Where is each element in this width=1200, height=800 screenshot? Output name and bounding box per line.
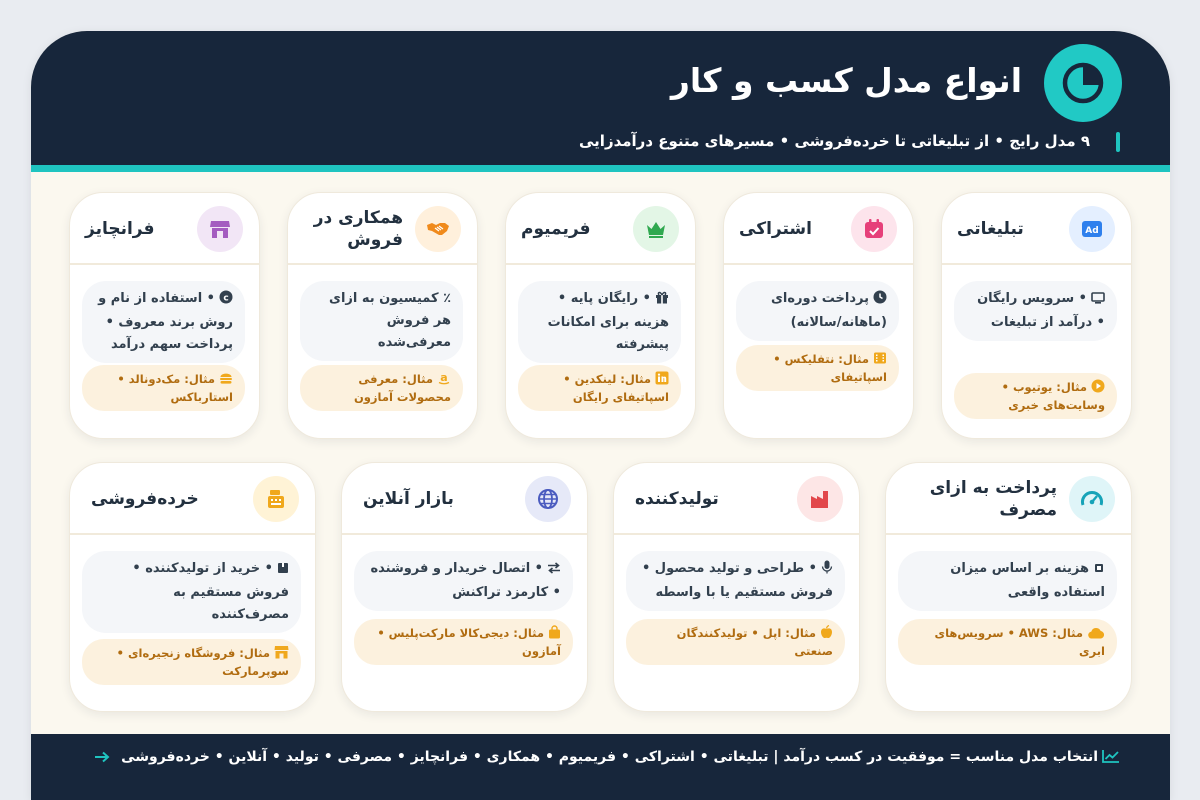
page-title: انواع مدل کسب و کار <box>670 61 1022 100</box>
card-freemium <box>505 192 696 439</box>
card-title: پرداخت به ازای مصرف <box>929 478 1057 520</box>
footer-text: انتخاب مدل مناسب = موفقیت در کسب درآمد | تبلیغاتی • اشتراکی • فریمیوم • همکاری • فرانچایز • مصرفی • تولید • آنلاین • خرده‌فروشی <box>121 749 1098 765</box>
card-example <box>736 345 899 391</box>
card-title: همکاری در فروش <box>313 208 403 250</box>
footer <box>31 734 1170 800</box>
card-title: فریمیوم <box>521 219 591 239</box>
ad-icon <box>1069 206 1115 252</box>
card-example-text: مثال: اپل • تولیدکنندگان صنعتی <box>676 626 833 658</box>
card-title: تبلیغاتی <box>957 219 1024 239</box>
card-example-text: مثال: AWS • سرویس‌های ابری <box>934 626 1105 658</box>
card-title: اشتراکی <box>739 219 812 239</box>
handshake-icon <box>415 206 461 252</box>
page-subtitle: ۹ مدل رایج • از تبلیغاتی تا خرده‌فروشی • مسیرهای متنوع درآمدزایی <box>579 132 1090 150</box>
card-description-text: هزینه بر اساس میزان استفاده واقعی <box>950 561 1105 600</box>
card-example <box>300 365 463 411</box>
arrow-right-icon <box>94 748 110 770</box>
card-example <box>518 365 681 411</box>
gift-icon <box>655 290 669 312</box>
burger-icon <box>219 371 233 389</box>
card-description <box>626 551 845 611</box>
card-title: بازار آنلاین <box>363 489 454 509</box>
card-description <box>954 281 1117 341</box>
calendar-check-icon <box>851 206 897 252</box>
card-description <box>82 551 301 633</box>
card-description-text: • سرویس رایگان • درآمد از تبلیغات <box>977 291 1105 330</box>
monitor-icon <box>1091 290 1105 312</box>
cash-register-icon <box>253 476 299 522</box>
card-description-text: • خرید از تولیدکننده • فروش مستقیم به مصرف‌کننده <box>132 561 289 622</box>
card-description <box>300 281 463 361</box>
gauge-icon <box>1069 476 1115 522</box>
card-header <box>506 193 695 265</box>
card-marketplace <box>341 462 588 712</box>
card-example-text: مثال: نتفلیکس • اسپاتیفای <box>773 352 887 384</box>
chart-line-icon <box>1102 748 1120 770</box>
card-example <box>898 619 1117 665</box>
pie-chart-icon <box>1044 44 1122 122</box>
card-description <box>82 281 245 363</box>
clock-icon <box>873 290 887 312</box>
header <box>31 31 1170 165</box>
card-example-text: مثال: یوتیوب • وسایت‌های خبری <box>1001 380 1105 412</box>
card-example-text: مثال: مک‌دونالد • استارباکس <box>117 372 233 404</box>
card-ads <box>941 192 1132 439</box>
card-description-text: • طراحی و تولید محصول • فروش مستقیم یا با واسطه <box>641 561 833 600</box>
linkedin-icon <box>655 371 669 389</box>
card-example-text: مثال: لینکدین • اسپاتیفای رایگان <box>563 372 669 404</box>
card-example <box>626 619 845 665</box>
card-example-text: مثال: فروشگاه زنجیره‌ای • سوپرمارکت <box>116 646 289 678</box>
bag-icon <box>548 625 561 643</box>
svg-text:c: c <box>223 293 229 304</box>
apple-icon <box>820 625 833 643</box>
card-title: خرده‌فروشی <box>91 489 199 509</box>
card-retail <box>69 462 316 712</box>
card-example <box>82 639 301 685</box>
card-affiliate <box>287 192 478 439</box>
card-title: تولیدکننده <box>635 489 719 509</box>
footer-summary <box>60 746 1120 770</box>
svg-text:a: a <box>440 371 448 384</box>
card-example <box>354 619 573 665</box>
card-metered <box>885 462 1132 712</box>
card-header <box>70 193 259 265</box>
exchange-icon <box>547 560 561 582</box>
card-manufacturer <box>613 462 860 712</box>
mic-icon <box>821 560 833 582</box>
factory-icon <box>797 476 843 522</box>
copyright-icon <box>219 290 233 312</box>
card-header <box>724 193 913 265</box>
card-description <box>898 551 1117 611</box>
card-description-text: ٪ کمیسیون به ازای هر فروش معرفی‌شده <box>329 291 451 350</box>
card-example <box>82 365 245 411</box>
subtitle-accent-bar <box>1116 132 1120 152</box>
box-icon <box>277 560 289 582</box>
card-description <box>736 281 899 341</box>
card-header <box>288 193 477 265</box>
card-description-text: • اتصال خریدار و فروشنده • کارمزد تراکنش <box>370 561 561 600</box>
card-title: فرانچایز <box>85 219 155 239</box>
infographic-frame <box>31 31 1170 800</box>
card-description-text: پرداخت دوره‌ای (ماهانه/سالانه) <box>770 291 887 330</box>
card-example-text: مثال: معرفی محصولات آمازون <box>353 372 451 404</box>
header-accent-line <box>31 165 1170 172</box>
shop-icon <box>274 645 289 663</box>
amazon-icon <box>437 371 451 389</box>
card-example-text: مثال: دیجی‌کالا مارکت‌پلیس • آمازون <box>377 626 561 658</box>
store-icon <box>197 206 243 252</box>
card-example <box>954 373 1117 419</box>
svg-text:Ad: Ad <box>1085 226 1099 236</box>
card-franchise <box>69 192 260 439</box>
film-icon <box>873 351 887 369</box>
card-header <box>886 463 1131 535</box>
card-header <box>942 193 1131 265</box>
card-description-text: • استفاده از نام و روش برند معروف • پرداخت سهم درآمد <box>98 291 233 352</box>
card-description <box>354 551 573 611</box>
crown-icon <box>633 206 679 252</box>
chip-icon <box>1093 560 1105 582</box>
card-description <box>518 281 681 363</box>
cloud-icon <box>1087 627 1105 643</box>
globe-icon <box>525 476 571 522</box>
card-description-text: • رایگان پایه • هزینه برای امکانات پیشرفته <box>547 291 669 352</box>
card-header <box>342 463 587 535</box>
card-header <box>614 463 859 535</box>
card-subscription <box>723 192 914 439</box>
card-header <box>70 463 315 535</box>
play-circle-icon <box>1091 379 1105 397</box>
